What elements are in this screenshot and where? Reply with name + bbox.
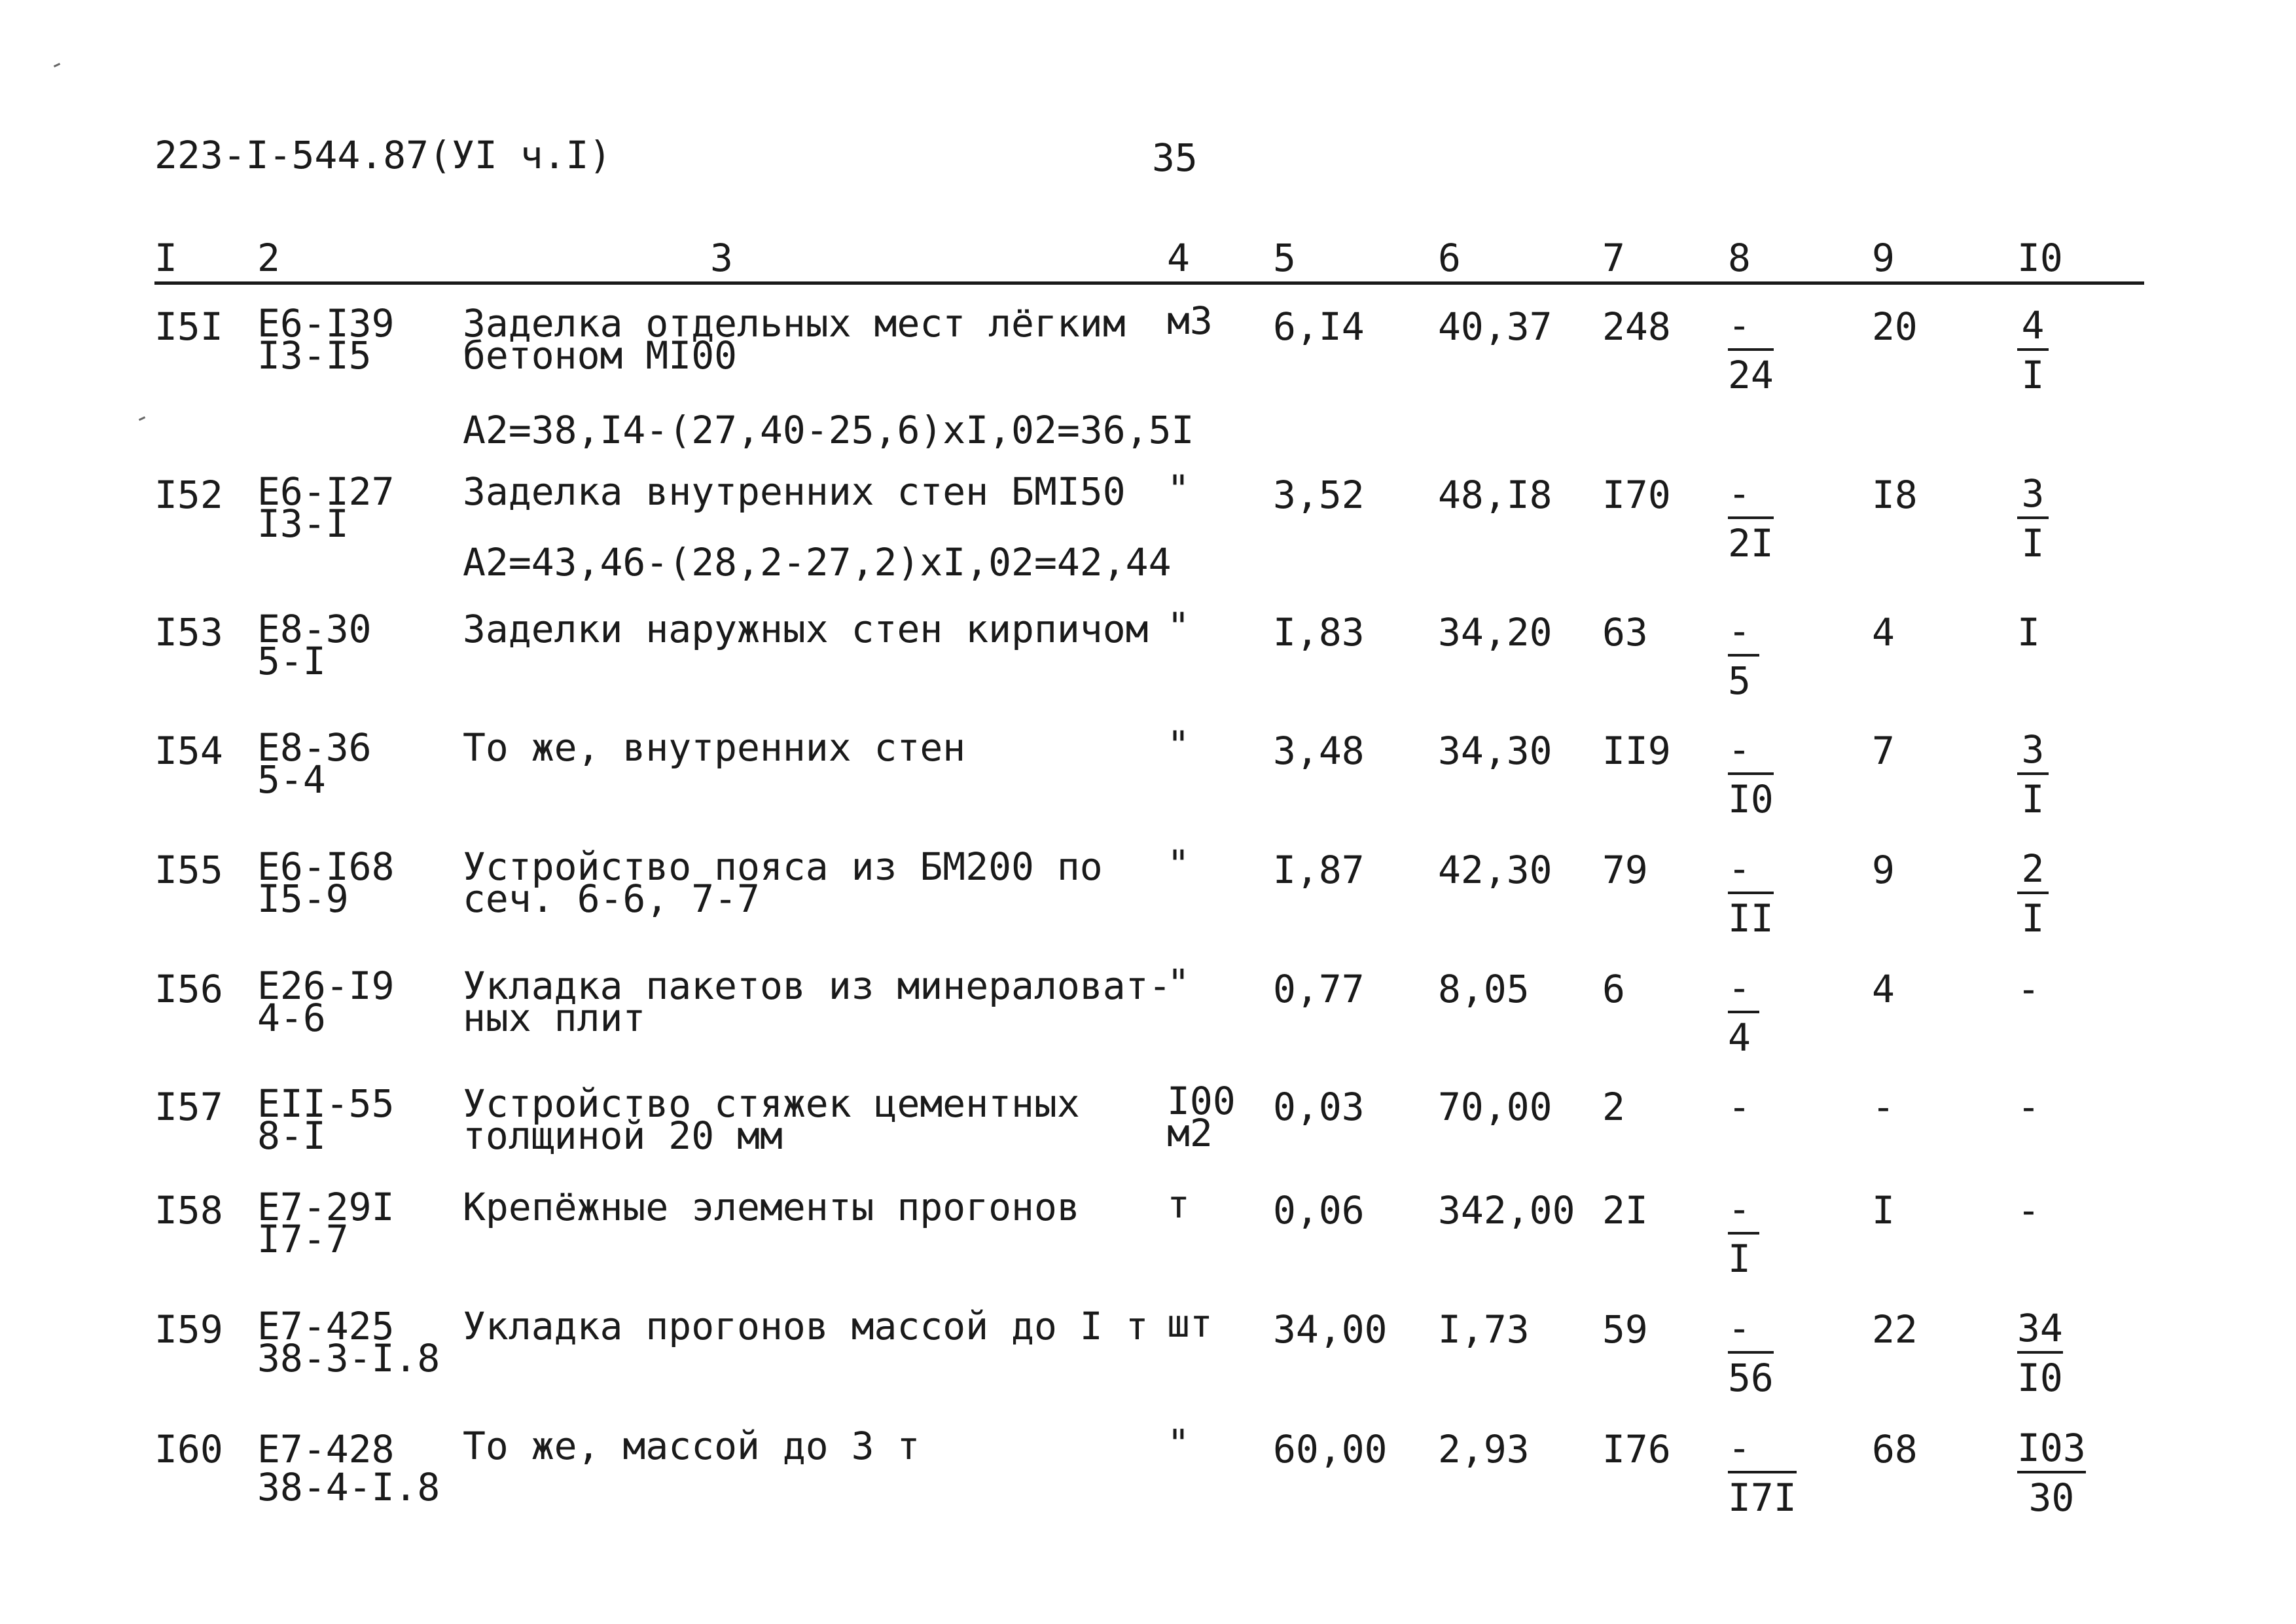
col8-fraction [1728,727,1774,821]
unit-price: 34,30 [1438,729,1552,773]
unit-price: 2,93 [1438,1427,1530,1471]
total-cost: 2I [1602,1188,1648,1233]
unit [1167,961,1190,1005]
col10-value: - [2017,1188,2040,1233]
description-line: Крепёжные элементы прогонов [463,1185,1080,1229]
col9-value: 7 [1872,729,1895,773]
total-cost: 248 [1602,304,1671,349]
fraction-bar [1728,1232,1759,1235]
rate-code-line: Е26-I9 [257,964,395,1008]
fraction-bar [1728,654,1759,657]
description-line: Заделка внутренних стен БМI50 [463,469,1126,514]
row-number: I58 [154,1188,223,1233]
col9-value: 4 [1872,610,1895,655]
unit [1167,1182,1190,1227]
header-rule [154,281,2144,285]
column-header-4: 4 [1167,236,1190,280]
rate-code [257,301,395,378]
fraction-bar [1728,348,1774,351]
description-line: Устройство пояса из БМ200 по [463,844,1103,889]
col9-value: I [1872,1188,1895,1233]
quantity: I,87 [1273,848,1365,892]
col8-top: - [1728,471,1751,516]
unit-line: " [1167,467,1190,511]
total-cost: 2 [1602,1085,1625,1129]
rate-code [257,844,395,922]
col8-bottom: 2I [1728,521,1774,566]
rate-code-line: I3-I [257,501,349,547]
col8-top: - [1728,609,1751,653]
unit-price: 8,05 [1438,967,1530,1011]
total-cost: II9 [1602,729,1671,773]
col10-top: I03 [2017,1426,2086,1470]
unit-line: " [1167,604,1190,649]
fraction-bar [1728,772,1774,775]
row-number: I5I [154,304,223,349]
rate-code-line: Е8-30 [257,607,372,651]
unit [1167,1301,1213,1346]
col10-bottom: I [2021,353,2045,397]
col10-value: - [2017,1085,2040,1129]
unit-line: " [1167,961,1190,1005]
col8-top: - [1728,1306,1751,1350]
total-cost: 6 [1602,967,1625,1011]
col8-fraction [1728,965,1759,1060]
col10-top: 4 [2021,303,2045,348]
col8-bottom: 4 [1728,1015,1751,1060]
rate-code [257,1185,395,1262]
work-description [463,964,1172,1041]
column-header-8: 8 [1728,236,1751,280]
row-number: I57 [154,1085,223,1129]
work-description [463,1424,920,1468]
col10-fraction [2017,471,2049,566]
col8-fraction [1728,303,1774,397]
col10-top: 34 [2017,1306,2063,1350]
col8-value: - [1728,1085,1751,1129]
col8-fraction [1728,609,1759,703]
unit [1167,1421,1190,1466]
unit-line: " [1167,723,1190,767]
quantity: 0,77 [1273,967,1365,1011]
unit-price: 48,I8 [1438,473,1552,517]
col10-fraction [2017,1426,2086,1520]
fraction-bar [2017,1471,2086,1473]
unit-line: " [1167,842,1190,886]
rate-code [257,1081,395,1159]
column-header-3: 3 [710,236,733,280]
rate-code-line: 38-4-I.8 [257,1465,440,1509]
total-cost: 79 [1602,848,1648,892]
col8-fraction [1728,1187,1759,1281]
fraction-bar [2017,772,2049,775]
rate-code-line: 4-6 [257,996,326,1041]
work-description [463,1081,1080,1159]
work-description [463,1185,1080,1229]
col10-bottom: I [2021,521,2045,566]
unit-line: " [1167,1421,1190,1466]
work-description [463,844,1103,922]
rate-code-line: 38-3-I.8 [257,1336,440,1381]
total-cost: 63 [1602,610,1648,655]
rate-code-line: I7-7 [257,1217,349,1262]
fraction-bar [1728,1351,1774,1354]
col8-fraction [1728,471,1774,566]
fraction-bar [1728,892,1774,894]
column-header-2: 2 [257,236,280,280]
col10-top: 2 [2021,846,2045,891]
unit-price: 70,00 [1438,1085,1552,1129]
col10-fraction [2017,727,2049,821]
col10-bottom: I0 [2017,1356,2063,1400]
rate-code [257,1427,440,1509]
rate-code [257,469,395,547]
rate-code-line: 8-I [257,1113,326,1159]
work-description [463,725,966,770]
rate-code-line: Е8-36 [257,725,372,770]
col8-bottom: 56 [1728,1356,1774,1400]
rate-code-line: Е7-428 [257,1427,395,1471]
scan-speck [139,416,145,421]
work-description [463,607,1149,651]
fraction-bar [1728,1011,1759,1013]
fraction-bar [2017,348,2049,351]
row-number: I55 [154,848,223,892]
col8-fraction [1728,1306,1774,1400]
work-description [463,301,1126,378]
total-cost: 59 [1602,1307,1648,1352]
col10-fraction [2017,846,2049,941]
row-number: I59 [154,1307,223,1352]
unit [1167,604,1190,649]
col8-top: - [1728,1187,1751,1231]
unit [1167,1079,1236,1156]
col10-bottom: I [2021,777,2045,821]
col9-value: 4 [1872,967,1895,1011]
col8-bottom: I0 [1728,777,1774,821]
col10-bottom: 30 [2028,1475,2075,1520]
col8-top: - [1728,846,1751,891]
work-description [463,1304,1149,1348]
fraction-bar [2017,892,2049,894]
col10-value: I [2017,610,2040,655]
quantity: 60,00 [1273,1427,1388,1471]
row-number: I60 [154,1427,223,1471]
col9-value: - [1872,1085,1895,1129]
description-line: Укладка пакетов из минераловат- [463,964,1172,1008]
col9-value: 68 [1872,1427,1918,1471]
work-description [463,469,1126,514]
rate-code-line: I5-9 [257,876,349,922]
unit-price: 42,30 [1438,848,1552,892]
rate-code-line: ЕII-55 [257,1081,395,1126]
column-header-1: I [154,236,177,280]
unit [1167,298,1213,343]
quantity: 3,48 [1273,729,1365,773]
unit [1167,467,1190,511]
quantity: 6,I4 [1273,304,1365,349]
description-line: То же, внутренних стен [463,725,966,770]
fraction-bar [1728,1471,1797,1473]
col8-top: - [1728,1426,1751,1470]
unit-line: м3 [1167,298,1213,343]
col10-bottom: I [2021,896,2045,941]
fraction-bar [2017,516,2049,519]
description-line: толщиной 20 мм [463,1113,783,1159]
rate-code [257,1304,440,1381]
col9-value: 22 [1872,1307,1918,1352]
rate-code-line: 5-4 [257,757,326,803]
col8-fraction [1728,846,1774,941]
rate-code-line: Е6-I27 [257,469,395,514]
unit-line: шт [1167,1301,1213,1346]
description-line: Укладка прогонов массой до I т [463,1304,1149,1348]
fraction-bar [2017,1351,2063,1354]
rate-code [257,725,372,803]
col8-bottom: II [1728,896,1774,941]
col8-top: - [1728,727,1751,772]
rate-code [257,607,372,684]
scan-speck [54,63,60,67]
description-line: бетоном МI00 [463,333,738,378]
column-header-7: 7 [1602,236,1625,280]
col8-bottom: 5 [1728,659,1751,703]
col8-bottom: 24 [1728,353,1774,397]
col8-bottom: I7I [1728,1475,1797,1520]
description-line: ных плит [463,996,646,1041]
unit [1167,842,1190,886]
unit-price: 34,20 [1438,610,1552,655]
rate-code-line: I3-I5 [257,333,372,378]
column-header-6: 6 [1438,236,1461,280]
calculation-formula: А2=38,I4-(27,40-25,6)хI,02=36,5I [463,408,1194,452]
col10-fraction [2017,1306,2063,1400]
unit-price: I,73 [1438,1307,1530,1352]
rate-code-line: Е7-29I [257,1185,395,1229]
calculation-formula: А2=43,46-(28,2-27,2)хI,02=42,44 [463,540,1172,585]
unit-line: т [1167,1182,1190,1227]
col8-fraction [1728,1426,1797,1520]
rate-code-line: 5-I [257,639,326,684]
total-cost: I76 [1602,1427,1671,1471]
row-number: I54 [154,729,223,773]
column-header-9: 9 [1872,236,1895,280]
quantity: 0,03 [1273,1085,1365,1129]
col8-top: - [1728,303,1751,348]
rate-code-line: Е6-I39 [257,301,395,346]
rate-code-line: Е7-425 [257,1304,395,1348]
col10-fraction [2017,303,2049,397]
total-cost: I70 [1602,473,1671,517]
col10-top: 3 [2021,471,2045,516]
quantity: 34,00 [1273,1307,1388,1352]
col8-top: - [1728,965,1751,1010]
unit-line: I00 [1167,1079,1236,1123]
col9-value: 9 [1872,848,1895,892]
description-line: Заделки наружных стен кирпичом [463,607,1149,651]
quantity: 3,52 [1273,473,1365,517]
col9-value: I8 [1872,473,1918,517]
description-line: сеч. 6-6, 7-7 [463,876,760,922]
description-line: То же, массой до 3 т [463,1424,920,1468]
unit-price: 342,00 [1438,1188,1575,1233]
col10-value: - [2017,967,2040,1011]
unit [1167,723,1190,767]
column-header-10: I0 [2017,236,2063,280]
unit-price: 40,37 [1438,304,1552,349]
unit-line: м2 [1167,1111,1213,1156]
description-line: Устройство стяжек цементных [463,1081,1080,1126]
col10-top: 3 [2021,727,2045,772]
description-line: Заделка отдельных мест лёгким [463,301,1126,346]
col8-bottom: I [1728,1236,1751,1281]
fraction-bar [1728,516,1774,519]
page-number: 35 [1152,135,1198,180]
row-number: I53 [154,610,223,655]
quantity: I,83 [1273,610,1365,655]
column-header-5: 5 [1273,236,1296,280]
rate-code [257,964,395,1041]
row-number: I52 [154,473,223,517]
quantity: 0,06 [1273,1188,1365,1233]
col9-value: 20 [1872,304,1918,349]
row-number: I56 [154,967,223,1011]
document-code: 223-I-544.87(УI ч.I) [154,133,612,177]
rate-code-line: Е6-I68 [257,844,395,889]
